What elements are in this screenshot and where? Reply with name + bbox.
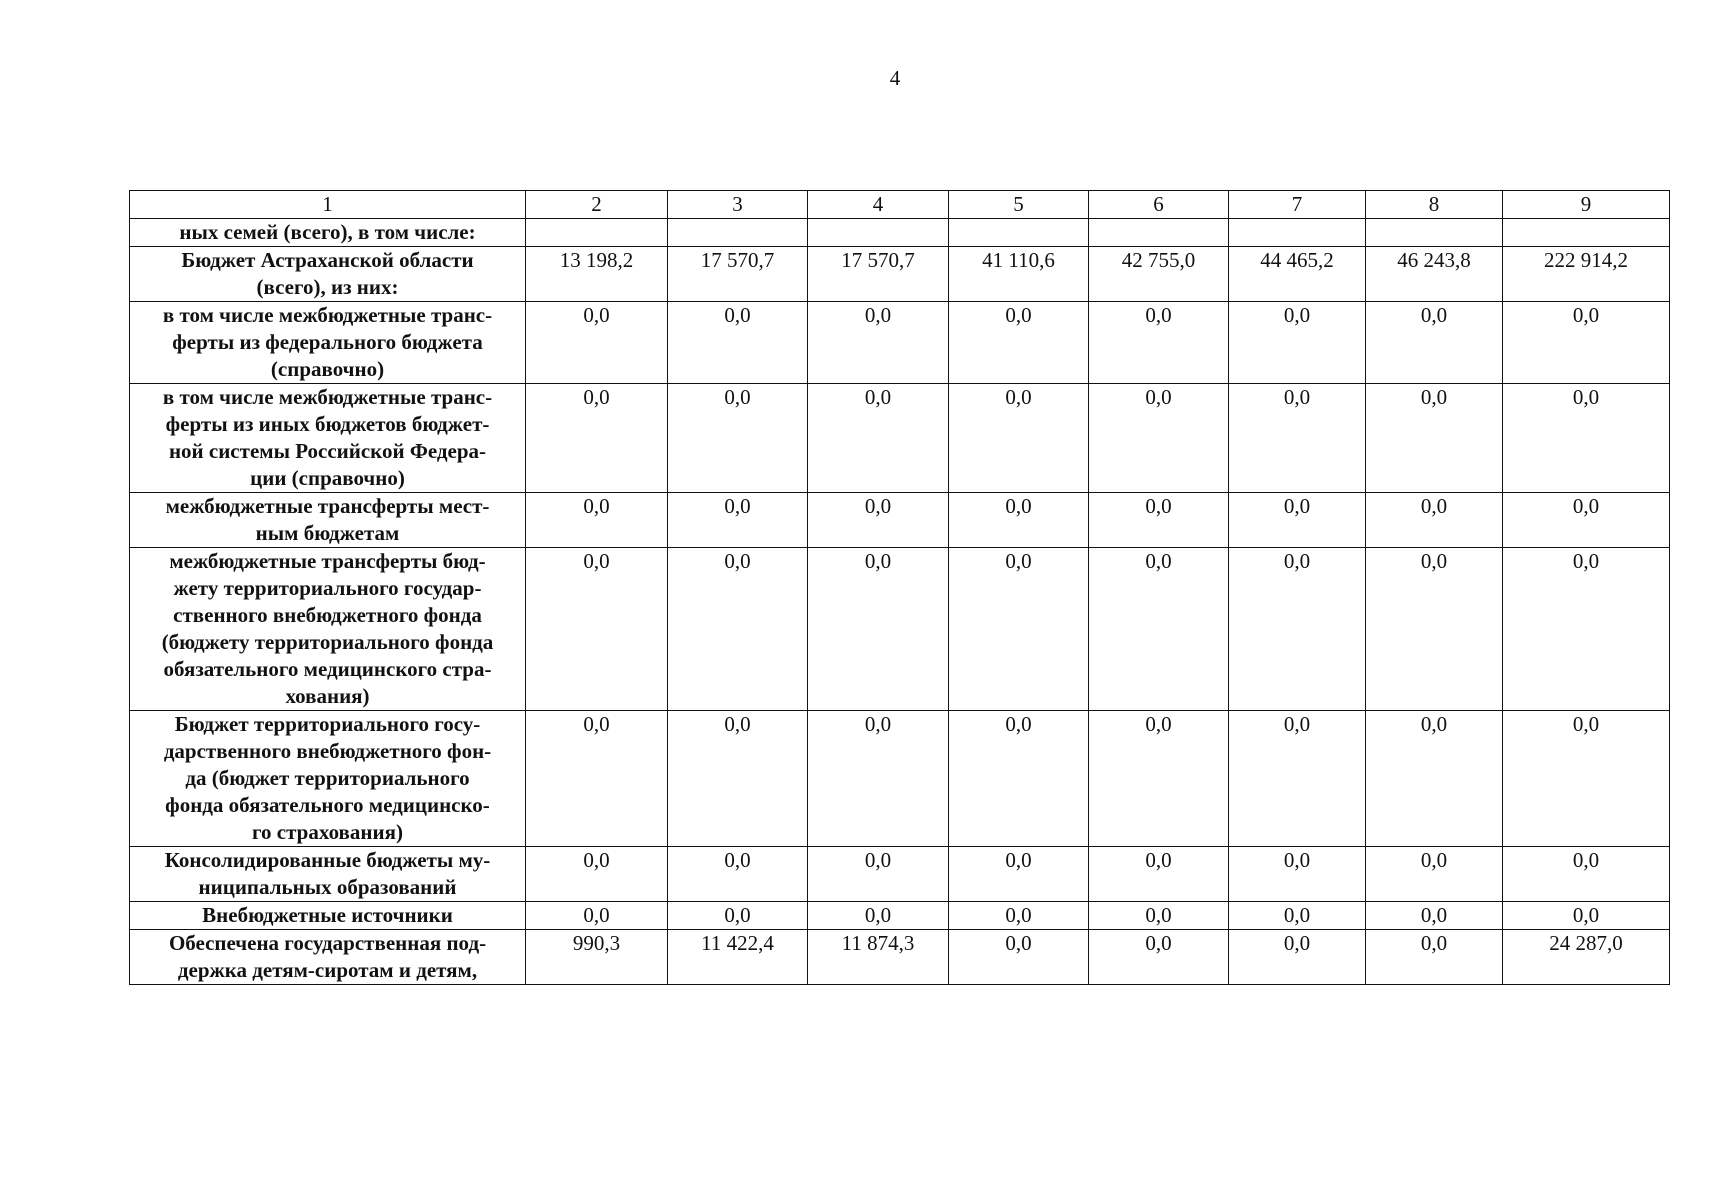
value-cell: 0,0 [668,493,808,548]
value-cell: 0,0 [949,548,1089,711]
value-cell: 0,0 [1229,548,1366,711]
value-cell: 0,0 [1503,847,1670,902]
value-cell: 0,0 [526,302,668,384]
value-cell: 0,0 [1229,930,1366,985]
value-cell: 0,0 [1366,902,1503,930]
row-label-line: ных семей (всего), в том числе: [179,220,476,244]
value-cell: 0,0 [808,384,949,493]
row-label-line: межбюджетные трансферты бюд- [169,549,486,573]
value-cell: 0,0 [526,902,668,930]
value-cell: 46 243,8 [1366,247,1503,302]
row-label-line: ферты из федерального бюджета [172,330,483,354]
column-number-header: 8 [1366,191,1503,219]
value-cell: 0,0 [668,302,808,384]
value-cell: 0,0 [668,384,808,493]
value-cell: 0,0 [668,711,808,847]
row-label-line: межбюджетные трансферты мест- [165,494,490,518]
value-cell: 0,0 [1089,847,1229,902]
row-label-line: в том числе межбюджетные транс- [162,303,493,327]
table-row [130,930,1670,985]
row-label [130,219,526,247]
row-label-line: ции (справочно) [250,466,405,490]
row-label [130,847,526,902]
row-label-line: Консолидированные бюджеты му- [164,848,491,872]
value-cell: 0,0 [1366,384,1503,493]
value-cell [1366,219,1503,247]
row-label-line: го страхования) [252,820,403,844]
value-cell [949,219,1089,247]
value-cell: 0,0 [1089,302,1229,384]
value-cell: 0,0 [1229,302,1366,384]
value-cell [526,219,668,247]
row-label [130,384,526,493]
value-cell: 11 874,3 [808,930,949,985]
value-cell: 17 570,7 [808,247,949,302]
value-cell: 0,0 [808,902,949,930]
row-label [130,711,526,847]
value-cell: 0,0 [526,711,668,847]
row-label-line: ственного внебюджетного фонда [173,603,482,627]
row-label-line: фонда обязательного медицинско- [165,793,490,817]
value-cell: 13 198,2 [526,247,668,302]
value-cell: 0,0 [1089,902,1229,930]
value-cell: 0,0 [1366,493,1503,548]
table-row [130,847,1670,902]
value-cell [668,219,808,247]
value-cell [1229,219,1366,247]
value-cell: 0,0 [1229,847,1366,902]
row-label-line: да (бюджет территориального [185,766,470,790]
row-label-line: хования) [285,684,370,708]
value-cell: 0,0 [668,847,808,902]
column-number-header: 1 [130,191,526,219]
value-cell: 0,0 [668,902,808,930]
row-label-line: ниципальных образований [198,875,457,899]
row-label-line: Бюджет территориального госу- [174,712,481,736]
table-row [130,384,1670,493]
table-row [130,219,1670,247]
value-cell: 0,0 [1503,493,1670,548]
row-label-line: обязательного медицинского стра- [163,657,492,681]
row-label-line: (всего), из них: [256,275,399,299]
value-cell: 0,0 [526,548,668,711]
row-label-line: дарственного внебюджетного фон- [163,739,492,763]
value-cell [1089,219,1229,247]
value-cell: 42 755,0 [1089,247,1229,302]
table-row [130,302,1670,384]
value-cell: 44 465,2 [1229,247,1366,302]
table-row [130,902,1670,930]
value-cell: 0,0 [1366,302,1503,384]
column-number-header: 2 [526,191,668,219]
value-cell: 0,0 [949,711,1089,847]
value-cell: 0,0 [526,384,668,493]
row-label-line: ферты из иных бюджетов бюджет- [165,412,490,436]
column-number-header: 3 [668,191,808,219]
value-cell: 0,0 [1089,930,1229,985]
table-row [130,711,1670,847]
value-cell: 0,0 [808,847,949,902]
row-label-line: ной системы Российской Федера- [168,439,487,463]
row-label-line: держка детям-сиротам и детям, [177,958,478,982]
row-label-line: (справочно) [270,357,385,381]
row-label-line: Обеспечена государственная под- [168,931,487,955]
column-number-header: 6 [1089,191,1229,219]
value-cell: 0,0 [808,711,949,847]
column-number-header: 7 [1229,191,1366,219]
value-cell: 0,0 [1229,493,1366,548]
value-cell: 0,0 [1229,711,1366,847]
value-cell: 0,0 [1503,711,1670,847]
value-cell: 0,0 [1229,902,1366,930]
value-cell: 0,0 [1089,493,1229,548]
value-cell [808,219,949,247]
value-cell: 222 914,2 [1503,247,1670,302]
value-cell: 41 110,6 [949,247,1089,302]
value-cell: 0,0 [1366,930,1503,985]
value-cell: 0,0 [949,493,1089,548]
value-cell: 0,0 [949,847,1089,902]
value-cell: 0,0 [949,302,1089,384]
value-cell: 0,0 [808,493,949,548]
value-cell: 0,0 [526,847,668,902]
table-row [130,247,1670,302]
row-label [130,302,526,384]
value-cell: 0,0 [1503,548,1670,711]
row-label-line: ным бюджетам [255,521,400,545]
column-number-header: 9 [1503,191,1670,219]
row-label [130,493,526,548]
value-cell: 24 287,0 [1503,930,1670,985]
value-cell: 17 570,7 [668,247,808,302]
value-cell: 0,0 [1089,711,1229,847]
value-cell: 0,0 [949,384,1089,493]
row-label-line: (бюджету территориального фонда [161,630,494,654]
value-cell: 0,0 [1089,384,1229,493]
row-label [130,902,526,930]
value-cell: 990,3 [526,930,668,985]
value-cell: 11 422,4 [668,930,808,985]
value-cell: 0,0 [1503,302,1670,384]
row-label-line: в том числе межбюджетные транс- [162,385,493,409]
value-cell: 0,0 [1366,711,1503,847]
value-cell: 0,0 [949,930,1089,985]
value-cell: 0,0 [949,902,1089,930]
row-label [130,930,526,985]
value-cell: 0,0 [1503,384,1670,493]
row-label-line: Внебюджетные источники [202,903,453,927]
value-cell: 0,0 [808,302,949,384]
table-row [130,548,1670,711]
value-cell: 0,0 [1366,847,1503,902]
page-number: 4 [889,66,901,90]
row-label-line: жету территориального государ- [173,576,482,600]
budget-table [129,190,1670,985]
table-row [130,493,1670,548]
value-cell: 0,0 [1089,548,1229,711]
value-cell: 0,0 [1503,902,1670,930]
row-label-line: Бюджет Астраханской области [181,248,474,272]
value-cell: 0,0 [1366,548,1503,711]
row-label [130,247,526,302]
value-cell: 0,0 [808,548,949,711]
value-cell: 0,0 [526,493,668,548]
row-label [130,548,526,711]
table-header-row [130,191,1670,219]
value-cell: 0,0 [1229,384,1366,493]
value-cell [1503,219,1670,247]
column-number-header: 5 [949,191,1089,219]
column-number-header: 4 [808,191,949,219]
value-cell: 0,0 [668,548,808,711]
